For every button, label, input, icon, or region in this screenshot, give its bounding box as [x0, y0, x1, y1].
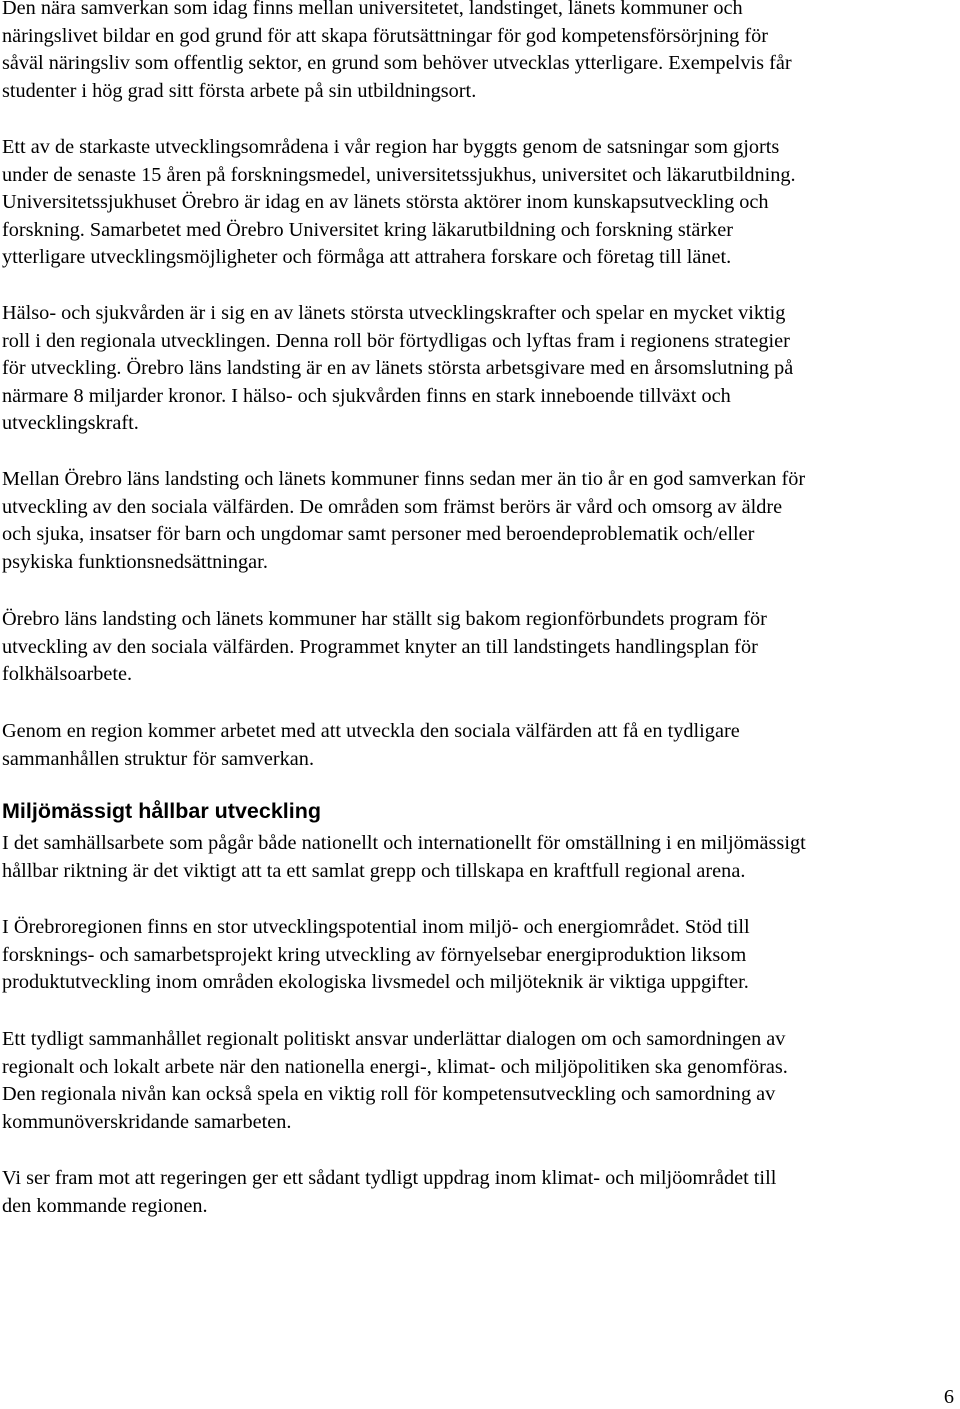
- text-line: Hälso- och sjukvården är i sig en av länets största utvecklingskrafter och spelar en mycket viktig: [2, 302, 786, 324]
- section-heading: Miljömässigt hållbar utveckling: [2, 799, 321, 823]
- text-line: ytterligare utvecklingsmöjligheter och förmåga att attrahera forskare och företag till länet.: [2, 246, 732, 269]
- paragraph-text: [2, 134, 796, 272]
- text-line: för utveckling. Örebro läns landsting är en av länets största arbetsgivare med en årsomslutning på: [2, 357, 794, 380]
- paragraph-text: [2, 0, 792, 105]
- text-line: folkhälsoarbete.: [2, 663, 133, 686]
- text-line: Ett tydligt sammanhållet regionalt politiskt ansvar underlättar dialogen om och samordningen av: [2, 1028, 786, 1050]
- text-line: psykiska funktionsnedsättningar.: [2, 550, 268, 573]
- paragraph-9: [2, 1026, 788, 1136]
- text-line: under de senaste 15 åren på forskningsmedel, universitetssjukhus, universitet och läkarutbildning.: [2, 163, 796, 186]
- text-line: den kommande regionen.: [2, 1194, 208, 1217]
- text-line: och sjuka, insatser för barn och ungdomar samt personer med beroendeproblematik och/eller: [2, 523, 755, 546]
- paragraph-text: [2, 466, 805, 576]
- paragraph-5: [2, 606, 767, 689]
- text-line: roll i den regionala utvecklingen. Denna roll bör förtydligas och lyftas fram i regionens strategier: [2, 329, 790, 352]
- text-line: sammanhållen struktur för samverkan.: [2, 747, 315, 770]
- text-line: såväl näringsliv som offentlig sektor, en grund som behöver utvecklas ytterligare. Exempelvis får: [2, 52, 792, 75]
- text-line: närmare 8 miljarder kronor. I hälso- och sjukvården finns en stark inneboende tillväxt och: [2, 384, 731, 407]
- paragraph-6: [2, 718, 740, 773]
- text-line: regionalt och lokalt arbete när den nationella energi-, klimat- och miljöpolitiken ska genomföras.: [2, 1055, 788, 1078]
- paragraph-7: [2, 830, 806, 885]
- text-line: Mellan Örebro läns landsting och länets kommuner finns sedan mer än tio år en god samverkan för: [2, 468, 806, 490]
- text-line: Den nära samverkan som idag finns mellan universitetet, landstinget, länets kommuner och: [2, 0, 743, 19]
- text-line: I det samhällsarbete som pågår både nationellt och internationellt för omställning i en miljömässigt: [2, 832, 806, 854]
- text-line: näringslivet bildar en god grund för att skapa förutsättningar för god kompetensförsörjning för: [2, 24, 768, 47]
- paragraph-text: [2, 1026, 788, 1136]
- text-line: Den regionala nivån kan också spela en viktig roll för kompetensutveckling och samordning av: [2, 1083, 776, 1106]
- text-line: utveckling av den sociala välfärden. Programmet knyter an till landstingets handlingsplan för: [2, 635, 758, 658]
- paragraph-2: [2, 134, 796, 272]
- paragraph-text: [2, 1165, 776, 1220]
- paragraph-8: [2, 914, 750, 997]
- text-line: Ett av de starkaste utvecklingsområdena i vår region har byggts genom de satsningar som gjorts: [2, 136, 780, 158]
- paragraph-text: [2, 830, 806, 885]
- page-number: 6: [943, 1386, 954, 1408]
- text-line: utveckling av den sociala välfärden. De områden som främst berörs är vård och omsorg av äldre: [2, 495, 783, 518]
- text-line: kommunöverskridande samarbeten.: [2, 1110, 292, 1133]
- paragraph-text: [2, 606, 767, 689]
- text-line: hållbar riktning är det viktigt att ta ett samlat grepp och tillskapa en kraftfull regional arena.: [2, 859, 746, 882]
- text-line: Örebro läns landsting och länets kommuner har ställt sig bakom regionförbundets program för: [2, 608, 767, 630]
- text-line: I Örebroregionen finns en stor utvecklingspotential inom miljö- och energiområdet. Stöd till: [2, 916, 750, 938]
- paragraph-text: [2, 300, 793, 438]
- text-line: Universitetssjukhuset Örebro är idag en av länets största aktörer inom kunskapsutveckling och: [2, 191, 769, 214]
- text-line: forsknings- och samarbetsprojekt kring utveckling av förnyelsebar energiproduktion liksom: [2, 943, 747, 966]
- paragraph-3: [2, 300, 793, 438]
- text-line: utvecklingskraft.: [2, 412, 139, 435]
- text-line: Genom en region kommer arbetet med att utveckla den sociala välfärden att få en tydligare: [2, 720, 740, 742]
- text-line: studenter i hög grad sitt första arbete på sin utbildningsort.: [2, 79, 477, 102]
- paragraph-1: [2, 0, 792, 105]
- paragraph-text: [2, 718, 740, 773]
- text-line: produktutveckling inom områden ekologiska livsmedel och miljöteknik är viktiga uppgifter.: [2, 971, 749, 994]
- paragraph-10: [2, 1165, 776, 1220]
- paragraph-4: [2, 466, 805, 576]
- paragraph-text: [2, 914, 750, 997]
- text-line: Vi ser fram mot att regeringen ger ett sådant tydligt uppdrag inom klimat- och miljöområdet till: [2, 1167, 777, 1189]
- text-line: forskning. Samarbetet med Örebro Universitet kring läkarutbildning och forskning stärker: [2, 218, 734, 241]
